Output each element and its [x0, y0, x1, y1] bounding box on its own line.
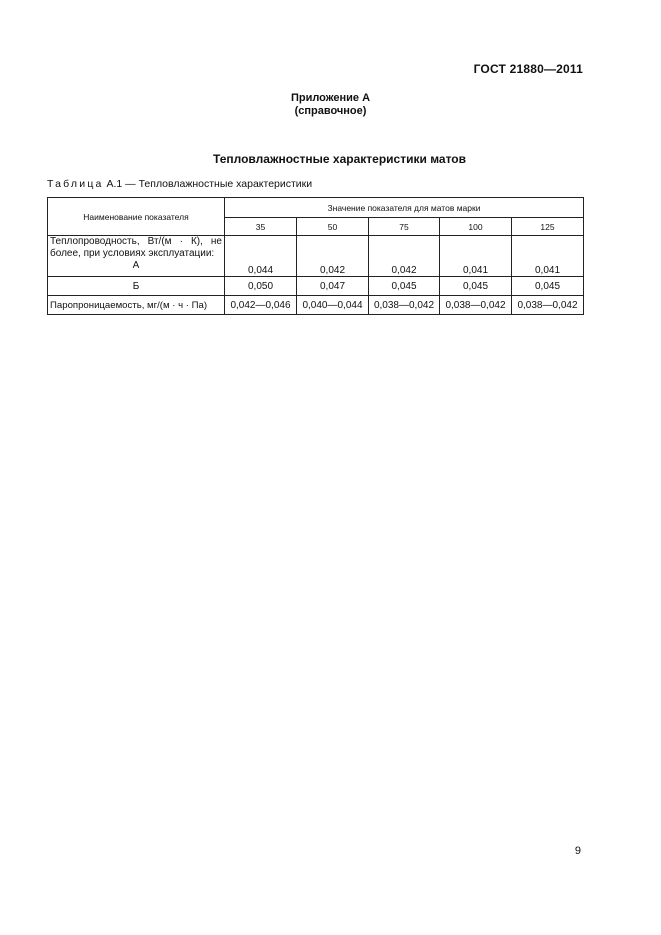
document-code: ГОСТ 21880—2011	[473, 62, 583, 76]
table-row	[48, 296, 584, 315]
grade-header: 100	[440, 218, 512, 236]
grade-header: 50	[297, 218, 369, 236]
row-sublabel: А	[132, 260, 140, 271]
table-cell: 0,042—0,046	[225, 296, 297, 315]
table-cell: 0,050	[225, 277, 297, 296]
row-label-thermal-conductivity	[48, 236, 225, 277]
table-cell: 0,040—0,044	[297, 296, 369, 315]
table-header-row	[48, 198, 584, 218]
row-label-vapor-permeability: Паропроницаемость, мг/(м · ч · Па)	[48, 296, 225, 315]
table-caption-prefix: Таблица	[47, 178, 104, 190]
row-label-text: Теплопроводность, Вт/(м · К), не более, при условиях эксплуатации:	[50, 236, 222, 259]
table-caption	[47, 178, 312, 190]
table-cell: 0,038—0,042	[512, 296, 584, 315]
appendix-heading	[0, 92, 661, 118]
table-cell: 0,042	[297, 236, 369, 277]
table-row	[48, 236, 584, 277]
table-cell: 0,045	[440, 277, 512, 296]
table-cell: 0,045	[369, 277, 440, 296]
table-cell: 0,038—0,042	[369, 296, 440, 315]
table-cell: 0,038—0,042	[440, 296, 512, 315]
appendix-title: Приложение А	[290, 92, 371, 104]
table-cell: 0,041	[440, 236, 512, 277]
table-cell: 0,047	[297, 277, 369, 296]
table-cell: 0,042	[369, 236, 440, 277]
column-header-name: Наименование показателя	[48, 198, 225, 236]
row-label-condition-b: Б	[48, 277, 225, 296]
grade-header: 75	[369, 218, 440, 236]
appendix-subtitle: (справочное)	[294, 105, 367, 117]
characteristics-table	[47, 197, 584, 315]
table-cell: 0,041	[512, 236, 584, 277]
page-number: 9	[574, 845, 581, 857]
table-cell: 0,045	[512, 277, 584, 296]
column-group-header: Значение показателя для матов марки	[225, 198, 584, 218]
table-caption-text: А.1 — Тепловлажностные характеристики	[103, 178, 313, 190]
grade-header: 35	[225, 218, 297, 236]
section-title: Тепловлажностные характеристики матов	[212, 152, 467, 166]
grade-header: 125	[512, 218, 584, 236]
table-row	[48, 277, 584, 296]
table-cell: 0,044	[225, 236, 297, 277]
